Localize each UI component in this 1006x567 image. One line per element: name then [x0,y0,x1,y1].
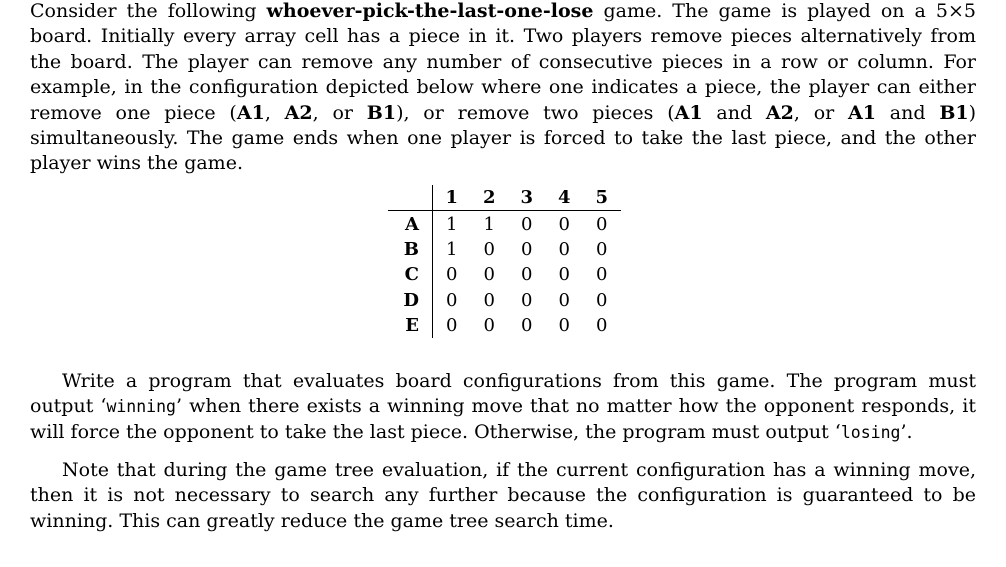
board-cell: 0 [558,289,570,311]
cell-ref-a1: A1 [848,101,876,124]
cell-ref-a2: A2 [765,101,794,124]
board-row [388,288,621,313]
intro-text-4: ) simultaneously. The game ends when one player is forced to take the last piece, and the other player wins the game. [30,101,977,175]
row-header: B [388,237,433,262]
column-header: 2 [471,185,509,211]
board-cell: 0 [446,289,458,311]
board-cell: 1 [446,238,458,260]
board-cell: 0 [483,264,495,286]
board-cell: 0 [596,238,608,260]
intro-sep: , or [793,101,849,124]
note-paragraph [30,458,976,534]
board-corner [388,185,433,211]
intro-sep: , or [312,101,367,124]
board-row [388,237,621,262]
column-header: 1 [433,185,471,211]
board-cell: 0 [596,264,608,286]
cell-ref-b1: B1 [366,101,397,124]
column-header: 3 [508,185,546,211]
note-text: Note that during the game tree evaluation, if the current configuration has a winning move, then it is not necessary to search any further because the configuration is guaranteed to be winning. This can greatly reduce the game tree search time. [30,459,976,532]
board-cell: 1 [483,213,495,235]
board-table [388,185,621,338]
intro-sep: , [264,101,285,124]
board-row [388,313,621,338]
row-header: A [388,211,433,237]
board-cell: 0 [521,238,533,260]
task-text-1: Write a program that evaluates board configurations from this game. The program must output ‘ [30,370,976,418]
cell-ref-b1: B1 [939,101,969,124]
intro-sep: and [876,101,940,124]
board-row [388,262,621,287]
task-paragraph [30,369,976,445]
row-header: E [388,313,433,338]
column-header: 5 [583,185,621,211]
intro-text-2: game. The game is played on a 5×5 board. Initially every array cell has a piece in it. Two players remove pieces alternatively from the board. The player can remove any number of consecutive pieces in a row or column. For example, in the configuration depicted below where one indicates a piece, the player can either remove one piece ( [30,0,976,124]
intro-text-1: Consider the following [30,0,267,22]
board-cell: 0 [596,315,608,337]
losing-keyword: losing [840,422,901,442]
board-cell: 0 [521,289,533,311]
board-cell: 0 [558,213,570,235]
board-row [388,211,621,237]
board-cell: 0 [558,238,570,260]
board-cell: 0 [596,213,608,235]
task-text-3: ’. [900,420,913,443]
board-cell: 0 [483,315,495,337]
task-text-2: ’ when there exists a winning move that no matter how the opponent responds, it will force the opponent to take the last piece. Otherwise, the program must output ‘ [30,395,976,443]
intro-text-3: ), or remove two pieces ( [396,101,675,124]
board-cell: 0 [558,315,570,337]
cell-ref-a2: A2 [284,101,313,124]
row-header: D [388,288,433,313]
board-cell: 0 [596,289,608,311]
column-header: 4 [546,185,584,211]
board-cell: 0 [483,238,495,260]
board-cell: 0 [483,289,495,311]
board-cell: 0 [521,213,533,235]
board-cell: 0 [446,264,458,286]
board-cell: 0 [446,315,458,337]
intro-paragraph [30,0,976,177]
board-cell: 0 [521,264,533,286]
intro-sep: and [702,101,766,124]
game-name: whoever-pick-the-last-one-lose [266,0,594,22]
board-header-row [388,185,621,211]
cell-ref-a1: A1 [674,101,703,124]
winning-keyword: winning [106,397,176,417]
board-cell: 1 [446,213,458,235]
board-cell: 0 [558,264,570,286]
row-header: C [388,262,433,287]
cell-ref-a1: A1 [236,101,265,124]
board-cell: 0 [521,315,533,337]
